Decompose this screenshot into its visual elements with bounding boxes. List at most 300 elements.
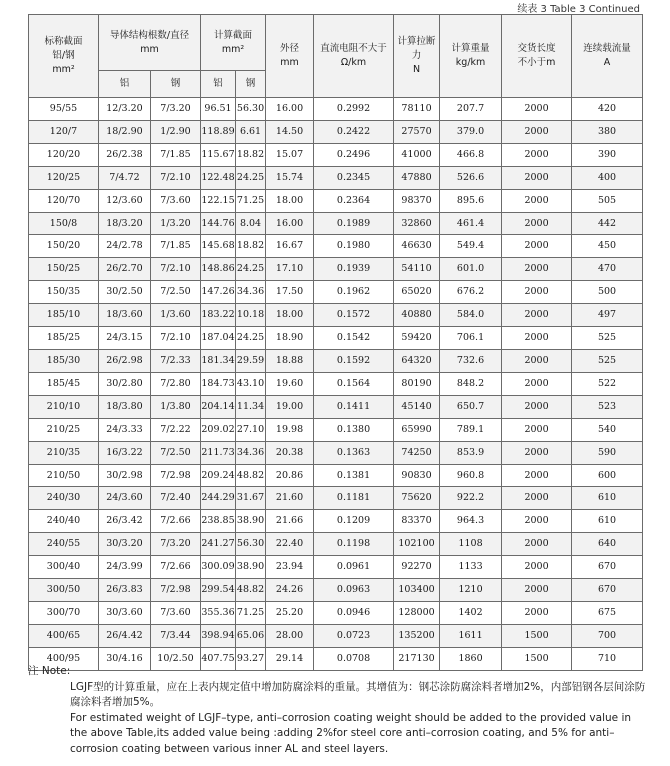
cell-dcr: 0.1989 (314, 212, 394, 235)
cell-tensile: 46630 (394, 235, 440, 258)
cell-ampacity: 610 (572, 487, 643, 510)
table-row (29, 418, 643, 441)
cell-length: 2000 (502, 372, 572, 395)
note-english: For estimated weight of LGJF–type, anti–corrosion coating weight should be added to the provided value in the above Table,its added value being :adding 2%for steel core anti–corrosion coating, and 5% for anti–corrosion coating between various inner AL and steel layers. (70, 711, 632, 755)
cell-dcr: 0.1381 (314, 464, 394, 487)
cell-weight: 466.8 (440, 143, 502, 166)
header-od: 外径 mm (266, 15, 314, 98)
header-tensile: 计算拉断力 N (394, 15, 440, 98)
cell-od: 17.10 (266, 258, 314, 281)
cell-steel-area: 24.25 (236, 166, 266, 189)
cell-weight: 853.9 (440, 441, 502, 464)
cell-tensile: 80190 (394, 372, 440, 395)
cell-length: 2000 (502, 395, 572, 418)
cell-al-area: 118.89 (201, 120, 236, 143)
cell-length: 2000 (502, 212, 572, 235)
cell-tensile: 83370 (394, 510, 440, 533)
cell-length: 2000 (502, 601, 572, 624)
cell-ampacity: 442 (572, 212, 643, 235)
cell-al-area: 183.22 (201, 304, 236, 327)
cell-dcr: 0.1198 (314, 533, 394, 556)
cell-od: 15.07 (266, 143, 314, 166)
cell-od: 29.14 (266, 647, 314, 670)
cell-ampacity: 470 (572, 258, 643, 281)
cell-steel-area: 18.82 (236, 235, 266, 258)
cell-od: 22.40 (266, 533, 314, 556)
cell-al-strands: 30/2.50 (99, 281, 151, 304)
cell-weight: 461.4 (440, 212, 502, 235)
cell-tensile: 64320 (394, 349, 440, 372)
cell-nominal: 150/35 (29, 281, 99, 304)
cell-weight: 601.0 (440, 258, 502, 281)
cell-al-area: 211.73 (201, 441, 236, 464)
cell-al-strands: 18/3.20 (99, 212, 151, 235)
note-label: 注 Note: (28, 665, 71, 677)
cell-dcr: 0.2496 (314, 143, 394, 166)
cell-al-strands: 30/3.60 (99, 601, 151, 624)
cell-length: 1500 (502, 624, 572, 647)
cell-ampacity: 390 (572, 143, 643, 166)
cell-weight: 706.1 (440, 327, 502, 350)
cell-weight: 379.0 (440, 120, 502, 143)
cell-al-strands: 12/3.20 (99, 98, 151, 121)
cell-steel-strands: 7/3.60 (151, 189, 201, 212)
cell-steel-strands: 7/2.33 (151, 349, 201, 372)
table-row (29, 281, 643, 304)
cell-nominal: 185/30 (29, 349, 99, 372)
cell-length: 2000 (502, 189, 572, 212)
cell-steel-area: 31.67 (236, 487, 266, 510)
cell-length: 2000 (502, 349, 572, 372)
cell-weight: 895.6 (440, 189, 502, 212)
cell-steel-area: 71.25 (236, 601, 266, 624)
cell-tensile: 128000 (394, 601, 440, 624)
table-row (29, 579, 643, 602)
cell-ampacity: 420 (572, 98, 643, 121)
cell-length: 2000 (502, 418, 572, 441)
cell-nominal: 240/55 (29, 533, 99, 556)
cell-al-strands: 30/3.20 (99, 533, 151, 556)
cell-steel-strands: 7/2.98 (151, 464, 201, 487)
table-row (29, 189, 643, 212)
cell-steel-area: 48.82 (236, 579, 266, 602)
cell-steel-strands: 7/2.66 (151, 510, 201, 533)
cell-al-area: 145.68 (201, 235, 236, 258)
cell-ampacity: 450 (572, 235, 643, 258)
cell-ampacity: 670 (572, 556, 643, 579)
cell-weight: 1860 (440, 647, 502, 670)
cell-steel-strands: 7/2.50 (151, 281, 201, 304)
cell-ampacity: 505 (572, 189, 643, 212)
cell-dcr: 0.0723 (314, 624, 394, 647)
cell-ampacity: 700 (572, 624, 643, 647)
cell-steel-area: 48.82 (236, 464, 266, 487)
cell-od: 18.00 (266, 189, 314, 212)
cell-dcr: 0.1980 (314, 235, 394, 258)
cell-ampacity: 540 (572, 418, 643, 441)
cell-steel-area: 56.30 (236, 533, 266, 556)
cell-al-strands: 12/3.60 (99, 189, 151, 212)
cell-al-strands: 18/3.60 (99, 304, 151, 327)
table-row (29, 510, 643, 533)
cell-tensile: 74250 (394, 441, 440, 464)
cell-length: 2000 (502, 464, 572, 487)
cell-tensile: 102100 (394, 533, 440, 556)
cell-length: 2000 (502, 235, 572, 258)
cell-nominal: 210/25 (29, 418, 99, 441)
table-row (29, 487, 643, 510)
cell-tensile: 78110 (394, 98, 440, 121)
cell-steel-area: 10.18 (236, 304, 266, 327)
cell-dcr: 0.1181 (314, 487, 394, 510)
cell-steel-area: 65.06 (236, 624, 266, 647)
cell-nominal: 210/10 (29, 395, 99, 418)
header-weight: 计算重量 kg/km (440, 15, 502, 98)
cell-al-area: 184.73 (201, 372, 236, 395)
table-row (29, 98, 643, 121)
cell-weight: 650.7 (440, 395, 502, 418)
cell-al-strands: 30/2.80 (99, 372, 151, 395)
cell-length: 2000 (502, 510, 572, 533)
table-row (29, 327, 643, 350)
cell-al-area: 238.85 (201, 510, 236, 533)
cell-weight: 526.6 (440, 166, 502, 189)
cell-od: 17.50 (266, 281, 314, 304)
table-row (29, 601, 643, 624)
table-row (29, 304, 643, 327)
cell-steel-strands: 7/2.22 (151, 418, 201, 441)
cell-nominal: 210/35 (29, 441, 99, 464)
cell-weight: 964.3 (440, 510, 502, 533)
cell-od: 20.38 (266, 441, 314, 464)
cell-weight: 549.4 (440, 235, 502, 258)
cell-length: 2000 (502, 120, 572, 143)
cell-weight: 584.0 (440, 304, 502, 327)
cell-od: 21.66 (266, 510, 314, 533)
cell-weight: 848.2 (440, 372, 502, 395)
cell-tensile: 27570 (394, 120, 440, 143)
cell-steel-area: 6.61 (236, 120, 266, 143)
cell-length: 2000 (502, 304, 572, 327)
cell-ampacity: 670 (572, 579, 643, 602)
cell-od: 18.88 (266, 349, 314, 372)
cell-al-strands: 16/3.22 (99, 441, 151, 464)
cell-al-strands: 26/2.70 (99, 258, 151, 281)
cell-dcr: 0.1939 (314, 258, 394, 281)
cell-weight: 732.6 (440, 349, 502, 372)
cell-length: 2000 (502, 533, 572, 556)
table-row (29, 395, 643, 418)
cell-nominal: 400/95 (29, 647, 99, 670)
cell-tensile: 59420 (394, 327, 440, 350)
cell-dcr: 0.2364 (314, 189, 394, 212)
cell-al-area: 299.54 (201, 579, 236, 602)
cell-al-area: 355.36 (201, 601, 236, 624)
note-chinese: LGJF型的计算重量，应在上表内规定值中增加防腐涂料的重量。其增值为：钢芯涂防腐涂料者增加2%，内部铝钢各层间涂防腐涂料者增加5%。 (70, 680, 646, 708)
cell-ampacity: 675 (572, 601, 643, 624)
cell-al-strands: 26/4.42 (99, 624, 151, 647)
header-conductor: 导体结构根数/直径 mm (99, 15, 201, 71)
cell-ampacity: 500 (572, 281, 643, 304)
cell-al-area: 148.86 (201, 258, 236, 281)
header-area-al: 铝 (201, 71, 236, 98)
cell-steel-area: 43.10 (236, 372, 266, 395)
cell-ampacity: 610 (572, 510, 643, 533)
table-row (29, 441, 643, 464)
header-conductor-al: 铝 (99, 71, 151, 98)
cell-length: 2000 (502, 327, 572, 350)
table-row (29, 258, 643, 281)
cell-al-strands: 7/4.72 (99, 166, 151, 189)
cell-weight: 1108 (440, 533, 502, 556)
cell-al-area: 300.09 (201, 556, 236, 579)
cell-od: 19.00 (266, 395, 314, 418)
table-row (29, 372, 643, 395)
cell-dcr: 0.0961 (314, 556, 394, 579)
cell-al-area: 187.04 (201, 327, 236, 350)
cell-od: 28.00 (266, 624, 314, 647)
cell-steel-strands: 1/3.80 (151, 395, 201, 418)
cell-steel-strands: 7/2.98 (151, 579, 201, 602)
cell-al-strands: 26/3.42 (99, 510, 151, 533)
cell-ampacity: 600 (572, 464, 643, 487)
cell-od: 21.60 (266, 487, 314, 510)
cell-steel-strands: 7/1.85 (151, 235, 201, 258)
cell-tensile: 32860 (394, 212, 440, 235)
header-length: 交货长度 不小于m (502, 15, 572, 98)
cell-ampacity: 522 (572, 372, 643, 395)
cell-weight: 922.2 (440, 487, 502, 510)
cell-steel-strands: 7/2.50 (151, 441, 201, 464)
cell-length: 2000 (502, 281, 572, 304)
table-row (29, 533, 643, 556)
cell-steel-area: 38.90 (236, 556, 266, 579)
cell-al-strands: 24/2.78 (99, 235, 151, 258)
cell-al-area: 115.67 (201, 143, 236, 166)
cell-al-strands: 30/4.16 (99, 647, 151, 670)
cell-od: 19.60 (266, 372, 314, 395)
cell-steel-strands: 7/2.40 (151, 487, 201, 510)
cell-weight: 1210 (440, 579, 502, 602)
cell-od: 18.00 (266, 304, 314, 327)
cell-steel-area: 24.25 (236, 327, 266, 350)
table-row (29, 556, 643, 579)
cell-tensile: 65990 (394, 418, 440, 441)
cell-steel-strands: 7/3.60 (151, 601, 201, 624)
cell-ampacity: 710 (572, 647, 643, 670)
cell-steel-area: 56.30 (236, 98, 266, 121)
cell-nominal: 120/70 (29, 189, 99, 212)
cell-al-area: 122.15 (201, 189, 236, 212)
cell-dcr: 0.2422 (314, 120, 394, 143)
cell-od: 15.74 (266, 166, 314, 189)
table-body (29, 98, 643, 671)
header-conductor-steel: 钢 (151, 71, 201, 98)
cell-steel-area: 93.27 (236, 647, 266, 670)
cell-weight: 207.7 (440, 98, 502, 121)
cell-steel-strands: 7/1.85 (151, 143, 201, 166)
cell-al-strands: 30/2.98 (99, 464, 151, 487)
table-row (29, 624, 643, 647)
cell-al-area: 209.02 (201, 418, 236, 441)
cell-nominal: 150/25 (29, 258, 99, 281)
cell-steel-area: 18.82 (236, 143, 266, 166)
cell-length: 2000 (502, 441, 572, 464)
cell-tensile: 92270 (394, 556, 440, 579)
cell-dcr: 0.1564 (314, 372, 394, 395)
cell-length: 2000 (502, 143, 572, 166)
cell-nominal: 210/50 (29, 464, 99, 487)
header-calc-area: 计算截面 mm² (201, 15, 266, 71)
cell-od: 23.94 (266, 556, 314, 579)
cell-weight: 960.8 (440, 464, 502, 487)
header-dcr: 直流电阻不大于 Ω/km (314, 15, 394, 98)
cell-steel-strands: 10/2.50 (151, 647, 201, 670)
cell-od: 16.00 (266, 212, 314, 235)
cell-al-area: 241.27 (201, 533, 236, 556)
cell-tensile: 41000 (394, 143, 440, 166)
cell-steel-strands: 7/2.80 (151, 372, 201, 395)
cell-al-strands: 18/3.80 (99, 395, 151, 418)
cell-nominal: 185/45 (29, 372, 99, 395)
cell-tensile: 65020 (394, 281, 440, 304)
conductor-spec-table (28, 14, 643, 671)
cell-al-area: 144.76 (201, 212, 236, 235)
cell-dcr: 0.1962 (314, 281, 394, 304)
cell-steel-strands: 1/3.60 (151, 304, 201, 327)
cell-steel-area: 38.90 (236, 510, 266, 533)
cell-ampacity: 497 (572, 304, 643, 327)
cell-weight: 1133 (440, 556, 502, 579)
cell-tensile: 98370 (394, 189, 440, 212)
cell-tensile: 75620 (394, 487, 440, 510)
cell-nominal: 120/25 (29, 166, 99, 189)
cell-nominal: 240/30 (29, 487, 99, 510)
cell-length: 2000 (502, 166, 572, 189)
cell-dcr: 0.2345 (314, 166, 394, 189)
cell-nominal: 120/7 (29, 120, 99, 143)
cell-dcr: 0.1363 (314, 441, 394, 464)
cell-dcr: 0.0708 (314, 647, 394, 670)
cell-al-strands: 24/3.33 (99, 418, 151, 441)
cell-ampacity: 525 (572, 327, 643, 350)
cell-ampacity: 590 (572, 441, 643, 464)
cell-weight: 789.1 (440, 418, 502, 441)
cell-steel-strands: 1/2.90 (151, 120, 201, 143)
cell-steel-strands: 7/3.44 (151, 624, 201, 647)
cell-al-strands: 24/3.15 (99, 327, 151, 350)
table-row (29, 235, 643, 258)
header-ampacity: 连续载流量 A (572, 15, 643, 98)
cell-al-area: 244.29 (201, 487, 236, 510)
cell-nominal: 150/20 (29, 235, 99, 258)
cell-nominal: 240/40 (29, 510, 99, 533)
cell-dcr: 0.0963 (314, 579, 394, 602)
cell-nominal: 300/40 (29, 556, 99, 579)
table-row (29, 464, 643, 487)
cell-steel-strands: 7/2.10 (151, 327, 201, 350)
cell-od: 16.67 (266, 235, 314, 258)
cell-al-area: 147.26 (201, 281, 236, 304)
cell-al-strands: 18/2.90 (99, 120, 151, 143)
cell-al-area: 407.75 (201, 647, 236, 670)
cell-tensile: 103400 (394, 579, 440, 602)
cell-nominal: 400/65 (29, 624, 99, 647)
table-row (29, 143, 643, 166)
cell-ampacity: 523 (572, 395, 643, 418)
cell-steel-area: 24.25 (236, 258, 266, 281)
cell-steel-area: 11.34 (236, 395, 266, 418)
cell-steel-strands: 1/3.20 (151, 212, 201, 235)
cell-nominal: 185/25 (29, 327, 99, 350)
cell-od: 19.98 (266, 418, 314, 441)
cell-al-area: 122.48 (201, 166, 236, 189)
cell-length: 2000 (502, 258, 572, 281)
cell-al-area: 209.24 (201, 464, 236, 487)
table-row (29, 120, 643, 143)
cell-nominal: 120/20 (29, 143, 99, 166)
cell-length: 2000 (502, 579, 572, 602)
cell-dcr: 0.1542 (314, 327, 394, 350)
cell-dcr: 0.1209 (314, 510, 394, 533)
cell-weight: 1611 (440, 624, 502, 647)
table-row (29, 349, 643, 372)
cell-tensile: 90830 (394, 464, 440, 487)
cell-nominal: 185/10 (29, 304, 99, 327)
cell-nominal: 300/70 (29, 601, 99, 624)
cell-tensile: 40880 (394, 304, 440, 327)
cell-steel-area: 34.36 (236, 441, 266, 464)
cell-steel-strands: 7/3.20 (151, 98, 201, 121)
cell-steel-strands: 7/2.66 (151, 556, 201, 579)
cell-al-area: 181.34 (201, 349, 236, 372)
cell-al-strands: 26/2.38 (99, 143, 151, 166)
cell-dcr: 0.2992 (314, 98, 394, 121)
cell-steel-strands: 7/2.10 (151, 258, 201, 281)
cell-steel-area: 29.59 (236, 349, 266, 372)
cell-steel-area: 71.25 (236, 189, 266, 212)
cell-tensile: 45140 (394, 395, 440, 418)
cell-ampacity: 400 (572, 166, 643, 189)
cell-tensile: 54110 (394, 258, 440, 281)
cell-tensile: 47880 (394, 166, 440, 189)
cell-od: 14.50 (266, 120, 314, 143)
cell-weight: 676.2 (440, 281, 502, 304)
cell-length: 2000 (502, 556, 572, 579)
cell-tensile: 135200 (394, 624, 440, 647)
cell-steel-strands: 7/2.10 (151, 166, 201, 189)
cell-steel-area: 34.36 (236, 281, 266, 304)
cell-length: 2000 (502, 487, 572, 510)
cell-al-strands: 24/3.60 (99, 487, 151, 510)
cell-al-strands: 24/3.99 (99, 556, 151, 579)
cell-od: 20.86 (266, 464, 314, 487)
note-block (28, 664, 648, 757)
cell-steel-strands: 7/3.20 (151, 533, 201, 556)
cell-steel-area: 27.10 (236, 418, 266, 441)
cell-dcr: 0.1380 (314, 418, 394, 441)
cell-al-area: 96.51 (201, 98, 236, 121)
cell-steel-area: 8.04 (236, 212, 266, 235)
cell-od: 24.26 (266, 579, 314, 602)
cell-nominal: 300/50 (29, 579, 99, 602)
table-row (29, 166, 643, 189)
cell-dcr: 0.0946 (314, 601, 394, 624)
table-row (29, 212, 643, 235)
cell-weight: 1402 (440, 601, 502, 624)
cell-nominal: 150/8 (29, 212, 99, 235)
cell-length: 2000 (502, 98, 572, 121)
